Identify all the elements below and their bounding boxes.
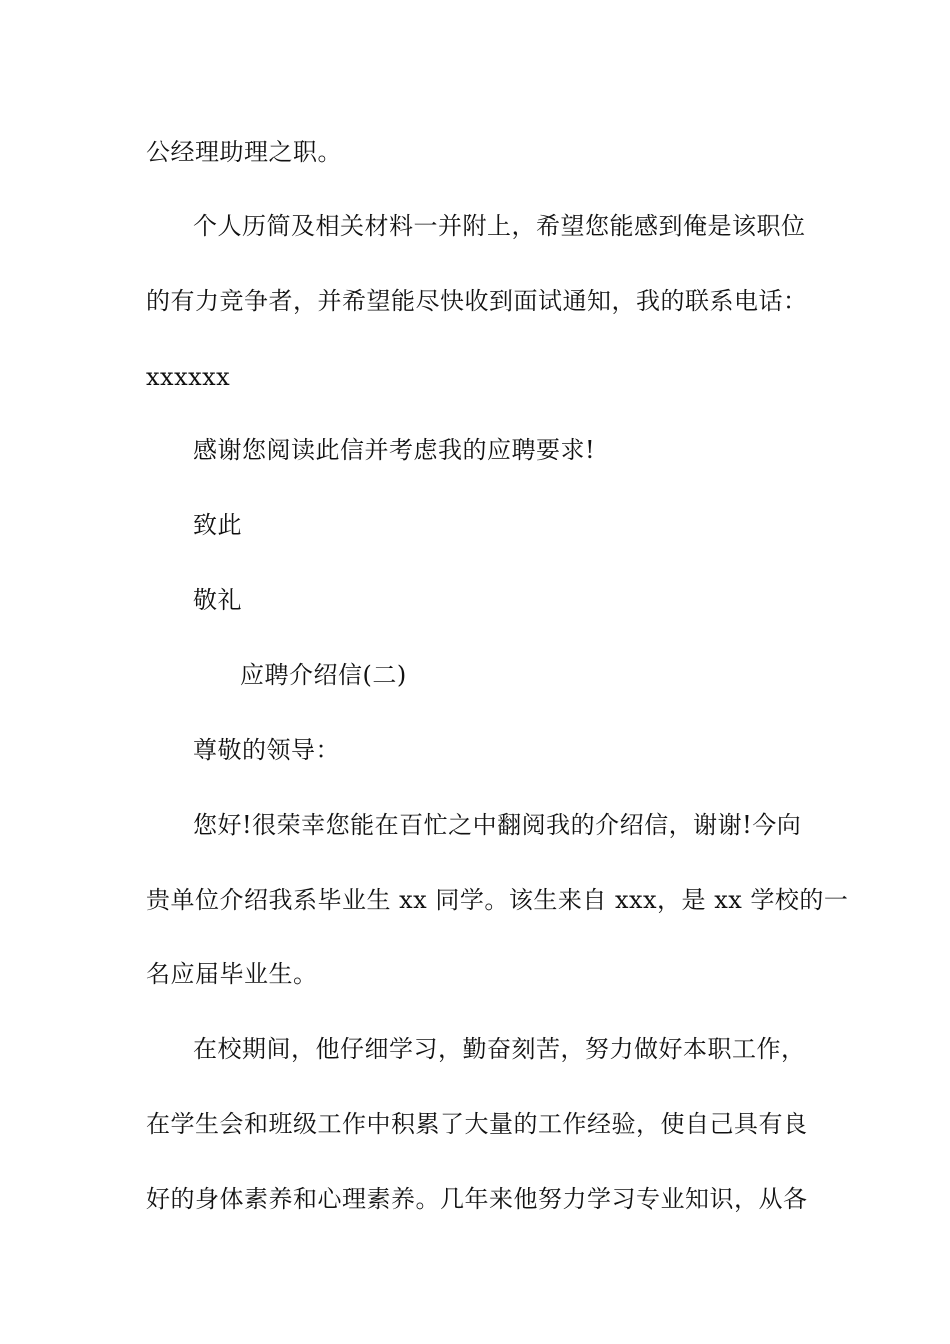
text-line: 感谢您阅读此信并考虑我的应聘要求! bbox=[193, 436, 596, 464]
text-line: xxxxxx bbox=[146, 363, 231, 391]
text-line: 名应届毕业生。 bbox=[146, 960, 318, 988]
text-line: 在学生会和班级工作中积累了大量的工作经验，使自己具有良 bbox=[146, 1110, 808, 1138]
text-line: 好的身体素养和心理素养。几年来他努力学习专业知识，从各 bbox=[146, 1185, 808, 1213]
text-line: 致此 bbox=[193, 511, 242, 539]
text-line: 您好!很荣幸您能在百忙之中翻阅我的介绍信，谢谢!今向 bbox=[193, 811, 802, 839]
text-line: 敬礼 bbox=[193, 586, 242, 614]
text-line: 在校期间，他仔细学习，勤奋刻苦，努力做好本职工作， bbox=[193, 1035, 806, 1063]
section-title: 应聘介绍信(二) bbox=[240, 661, 407, 689]
text-line: 公经理助理之职。 bbox=[146, 138, 342, 166]
salutation: 尊敬的领导： bbox=[193, 736, 340, 764]
text-line: 的有力竞争者，并希望能尽快收到面试通知，我的联系电话： bbox=[146, 287, 808, 315]
text-line: 贵单位介绍我系毕业生 xx 同学。该生来自 xxx，是 xx 学校的一 bbox=[146, 886, 849, 914]
text-line: 个人历简及相关材料一并附上，希望您能感到俺是该职位 bbox=[193, 212, 806, 240]
